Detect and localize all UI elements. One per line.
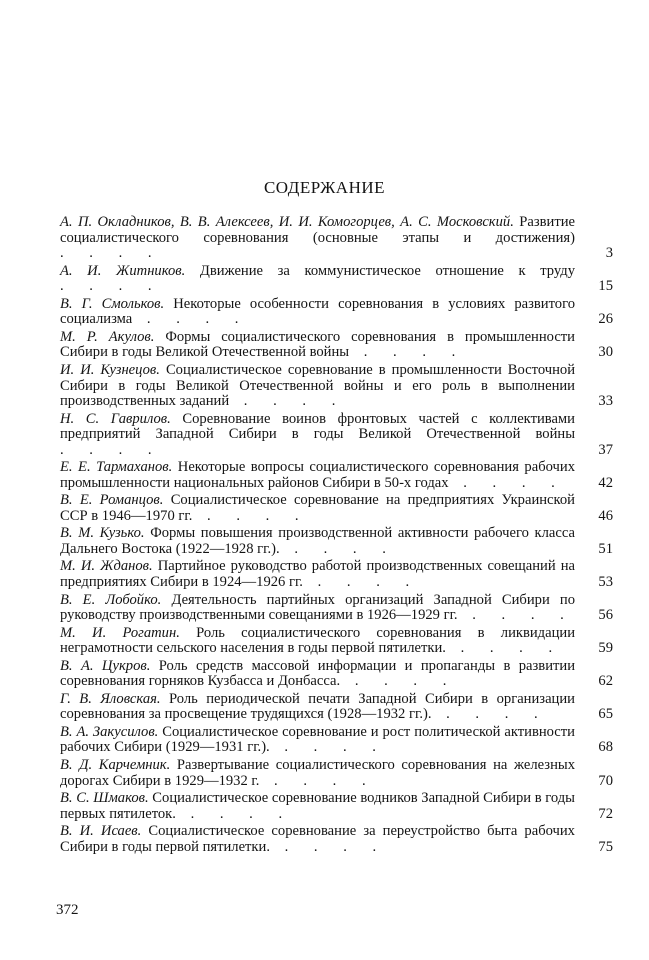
toc-entry-page: 33 bbox=[598, 393, 613, 410]
toc-entry-text bbox=[60, 493, 575, 524]
toc-entry-title: Социалистическое соревнование за переустройство быта рабочих Сибири в годы первой пятилетки. bbox=[60, 823, 575, 855]
toc-entry-text bbox=[60, 692, 575, 723]
leader-dots: . . . . bbox=[175, 805, 294, 822]
toc-entry-title: Социалистическое соревнование на предприятиях Украинской ССР в 1946—1970 гг. bbox=[60, 492, 575, 524]
toc-entry-author: Н. С. Гаврилов. bbox=[60, 410, 171, 427]
toc-entry[interactable] bbox=[60, 526, 613, 557]
toc-entry-text bbox=[60, 593, 575, 624]
toc-entry-page: 59 bbox=[598, 640, 613, 657]
toc-entry-author: В. И. Исаев. bbox=[60, 823, 142, 840]
toc-entry[interactable] bbox=[60, 659, 613, 690]
toc-entry-page: 68 bbox=[598, 739, 613, 756]
toc-entry-title: Роль социалистического соревнования в ликвидации неграмотности сельского населения в годы первой пятилетки. bbox=[60, 624, 576, 657]
toc-entry[interactable] bbox=[60, 824, 613, 855]
leader-dots: . . . . bbox=[229, 393, 347, 410]
toc-entry-text bbox=[60, 725, 575, 756]
toc-entry-text bbox=[60, 460, 575, 491]
toc-entry-text bbox=[60, 215, 575, 262]
leader-dots: . . . . bbox=[445, 640, 564, 657]
table-of-contents bbox=[60, 215, 613, 857]
toc-entry-text bbox=[60, 363, 575, 410]
toc-entry-title: Роль периодической печати Западной Сибири в организации соревнования за просвещение трудящихся (1928—1932 гг.). bbox=[60, 690, 575, 723]
toc-entry-title: Формы повышения производственной активности рабочего класса Дальнего Востока (1922—1928 гг.). bbox=[60, 525, 575, 557]
toc-entry[interactable] bbox=[60, 264, 613, 295]
toc-entry-title: Социалистическое соревнование и рост политической активности рабочих Сибири (1929—1931 гг.). bbox=[60, 723, 575, 756]
toc-entry[interactable] bbox=[60, 692, 613, 723]
toc-entry-page: 30 bbox=[598, 344, 613, 361]
toc-entry-title: Развертывание социалистического соревнования на железных дорогах Сибири в 1929—1932 г. bbox=[60, 756, 575, 789]
toc-entry-author: М. И. Жданов. bbox=[60, 558, 153, 575]
leader-dots: . . . . bbox=[192, 507, 310, 524]
leader-dots: . . . . bbox=[269, 739, 387, 756]
toc-entry-title: Социалистическое соревнование водников Западной Сибири в годы первых пятилеток. bbox=[60, 790, 575, 822]
page-title: СОДЕРЖАНИЕ bbox=[263, 178, 386, 197]
toc-entry-author: В. Г. Смольков. bbox=[60, 295, 165, 312]
toc-entry-page: 65 bbox=[598, 706, 613, 723]
toc-entry[interactable] bbox=[60, 791, 613, 822]
toc-entry-text bbox=[60, 297, 575, 328]
leader-dots: . . . . bbox=[259, 772, 377, 789]
toc-entry-title: Партийное руководство работой производственных совещаний на предприятиях Сибири в 1924—1926 гг. bbox=[60, 558, 575, 591]
toc-entry[interactable] bbox=[60, 297, 613, 328]
toc-entry-text bbox=[60, 659, 575, 690]
toc-entry-text bbox=[60, 264, 575, 295]
toc-entry[interactable] bbox=[60, 725, 613, 756]
toc-entry-page: 70 bbox=[598, 772, 613, 789]
toc-entry-author: В. А. Закусилов. bbox=[60, 723, 159, 740]
toc-entry-title: Некоторые особенности соревнования в условиях развитого социализма bbox=[60, 295, 576, 328]
toc-entry-page: 3 bbox=[605, 245, 613, 262]
leader-dots: . . . . bbox=[60, 278, 163, 295]
toc-entry-author: В. Е. Лобойко. bbox=[60, 591, 162, 608]
toc-entry-title: Социалистическое соревнование в промышленности Восточной Сибири в годы Великой Отечественной войны и его роль в выполнении производственных заданий bbox=[60, 361, 576, 410]
toc-entry-page: 72 bbox=[598, 805, 613, 822]
toc-entry[interactable] bbox=[60, 559, 613, 590]
toc-entry[interactable] bbox=[60, 626, 613, 657]
toc-entry[interactable] bbox=[60, 493, 613, 524]
leader-dots: . . . . bbox=[60, 245, 163, 262]
toc-entry-author: А. П. Окладников, В. В. Алексеев, И. И. Комогорцев, А. С. Московский. bbox=[60, 214, 514, 230]
toc-entry-page: 15 bbox=[598, 278, 613, 295]
toc-entry-page: 62 bbox=[598, 673, 613, 690]
leader-dots: . . . . bbox=[349, 344, 467, 361]
toc-entry-author: В. С. Шмаков. bbox=[60, 790, 149, 807]
toc-entry-page: 46 bbox=[598, 507, 613, 524]
toc-entry-page: 37 bbox=[598, 441, 613, 458]
leader-dots: . . . . bbox=[302, 574, 421, 591]
leader-dots: . . . . bbox=[132, 311, 250, 328]
toc-entry-title: Некоторые вопросы социалистического соревнования рабочих промышленности национальных районов Сибири в 50-х годах bbox=[60, 459, 576, 491]
toc-entry-text bbox=[60, 412, 575, 459]
page-number: 372 bbox=[56, 902, 79, 918]
toc-entry-author: В. Д. Карчемник. bbox=[60, 756, 171, 773]
toc-entry-page: 42 bbox=[598, 474, 613, 491]
leader-dots: . . . . bbox=[431, 706, 549, 723]
toc-entry-author: А. И. Житников. bbox=[60, 262, 186, 279]
toc-entry-author: В. Е. Романцов. bbox=[60, 492, 164, 509]
leader-dots: . . . . bbox=[340, 673, 458, 690]
leader-dots: . . . . bbox=[279, 541, 397, 557]
toc-entry-page: 53 bbox=[598, 574, 613, 591]
leader-dots: . . . . bbox=[269, 838, 388, 855]
toc-entry-title: Деятельность партийных организаций Западной Сибири по руководству производственными совещаниями в 1926—1929 гг. bbox=[60, 591, 575, 624]
toc-entry-author: В. М. Кузько. bbox=[60, 525, 145, 542]
toc-entry-page: 75 bbox=[598, 838, 613, 855]
toc-entry[interactable] bbox=[60, 758, 613, 789]
toc-entry-title: Роль средств массовой информации и пропаганды в развитии соревнования горняков Кузбасса и Донбасса. bbox=[60, 657, 575, 690]
toc-entry-page: 26 bbox=[598, 311, 613, 328]
toc-entry[interactable] bbox=[60, 593, 613, 624]
toc-entry-author: М. Р. Акулов. bbox=[60, 328, 155, 345]
toc-entry-text bbox=[60, 526, 575, 557]
toc-entry-author: М. И. Рогатин. bbox=[60, 624, 180, 641]
leader-dots: . . . . bbox=[60, 441, 163, 458]
leader-dots: . . . . bbox=[448, 474, 566, 491]
toc-entry-author: В. А. Цукров. bbox=[60, 657, 151, 674]
toc-entry-title: Соревнование воинов фронтовых частей с коллективами предприятий Западной Сибири в годы Великой Отечественной войны bbox=[60, 410, 575, 443]
toc-entry-title: Движение за коммунистическое отношение к труду bbox=[199, 262, 575, 279]
toc-entry-text bbox=[60, 758, 575, 789]
leader-dots: . . . . bbox=[457, 607, 575, 624]
toc-entry[interactable] bbox=[60, 215, 613, 262]
toc-entry-text bbox=[60, 626, 575, 657]
toc-entry[interactable] bbox=[60, 330, 613, 361]
toc-entry-title: Формы социалистического соревнования в промышленности Сибири в годы Великой Отечественной войны bbox=[60, 328, 575, 361]
toc-entry-author: Е. Е. Тармаханов. bbox=[60, 459, 173, 476]
toc-entry-page: 56 bbox=[598, 607, 613, 624]
toc-entry-text bbox=[60, 791, 575, 822]
toc-entry[interactable] bbox=[60, 363, 613, 410]
toc-entry-author: Г. В. Яловская. bbox=[60, 690, 161, 707]
toc-entry[interactable] bbox=[60, 412, 613, 459]
toc-entry-title: Развитие социалистического соревнования (основные этапы и достижения) bbox=[60, 214, 575, 246]
toc-entry-page: 51 bbox=[598, 541, 613, 557]
toc-entry-text bbox=[60, 330, 575, 361]
toc-entry-text bbox=[60, 559, 575, 590]
toc-entry-author: И. И. Кузнецов. bbox=[60, 361, 160, 378]
toc-entry[interactable] bbox=[60, 460, 613, 491]
toc-entry-text bbox=[60, 824, 575, 855]
